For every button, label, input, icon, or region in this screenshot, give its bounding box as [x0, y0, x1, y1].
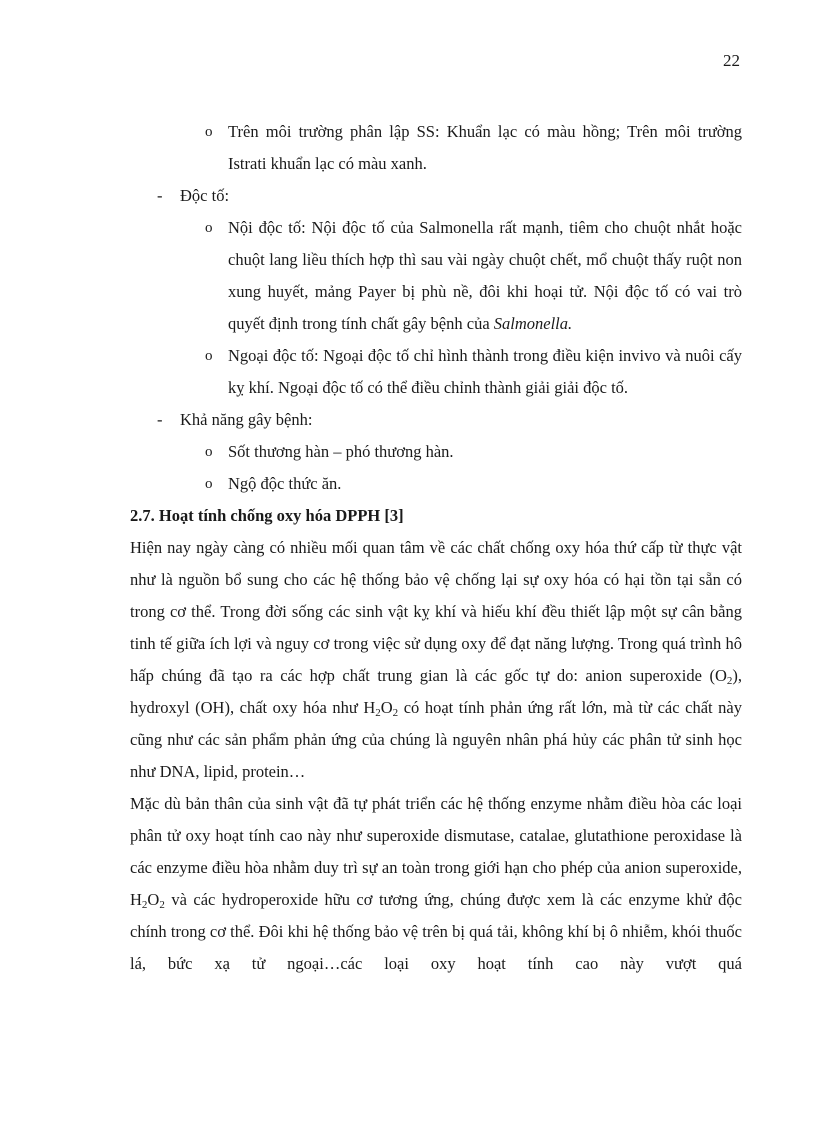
bullet-text: Ngộ độc thức ăn.: [228, 474, 342, 493]
circle-bullet-icon: o: [205, 444, 213, 460]
bullet-text: Ngoại độc tố: Ngoại độc tố chỉ hình thành trong điều kiện invivo và nuôi cấy kỵ khí. Ngoại độc tố có thể điều chỉnh thành giải giải độc tố.: [228, 346, 742, 397]
bullet-item-food-poisoning: [130, 468, 742, 500]
bullet-item-typhoid: [130, 436, 742, 468]
bullet-text: Trên môi trường phân lập SS: Khuẩn lạc có màu hồng; Trên môi trường Istrati khuẩn lạc có màu xanh.: [228, 122, 742, 173]
circle-bullet-icon: o: [205, 348, 213, 364]
document-body: [130, 116, 742, 980]
dash-bullet-icon: -: [157, 186, 163, 205]
dash-bullet-icon: -: [157, 410, 163, 429]
circle-bullet-icon: o: [205, 220, 213, 236]
bullet-item-exotoxin: [130, 340, 742, 404]
section-heading: 2.7. Hoạt tính chống oxy hóa DPPH [3]: [130, 506, 404, 525]
dash-item-toxin: [130, 180, 742, 212]
bullet-text: Sốt thương hàn – phó thương hàn.: [228, 442, 454, 461]
italic-species-name: Salmonella.: [493, 314, 573, 333]
circle-bullet-icon: o: [205, 124, 213, 140]
paragraph-enzyme-defense: Mặc dù bản thân của sinh vật đã tự phát triển các hệ thống enzyme nhằm điều hòa các loại phân tử oxy hoạt tính cao này như superoxide dismutase, catalae, glutathione peroxidase là các enzyme điều hòa nhằm duy trì sự an toàn trong giới hạn cho phép của anion superoxide, $H_2O_2$ và các hydroperoxide hữu cơ tương ứng, chúng được xem là các enzyme khử độc chính trong cơ thể. Đôi khi hệ thống bảo vệ trên bị quá tải, không khí bị ô nhiễm, khói thuốc lá, bức xạ tử ngoại…các loại oxy hoạt tính cao này vượt quá: [130, 794, 742, 973]
page-number: 22: [723, 51, 740, 70]
bullet-item-endotoxin: [130, 212, 742, 340]
dash-text: Khả năng gây bệnh:: [180, 410, 313, 429]
bullet-text: Nội độc tố: Nội độc tố của Salmonella rất mạnh, tiêm cho chuột nhắt hoặc chuột lang liều thích hợp thì sau vài ngày chuột chết, mổ chuột thấy ruột non xung huyết, mảng Payer bị phù nề, đôi khi hoại tử. Nội độc tố có vai trò quyết định trong tính chất gây bệnh của: [228, 218, 742, 333]
bullet-item-ss-medium: [130, 116, 742, 180]
dash-text: Độc tố:: [180, 186, 230, 205]
circle-bullet-icon: o: [205, 476, 213, 492]
dash-item-pathogenicity: [130, 404, 742, 436]
paragraph-antioxidant-intro: Hiện nay ngày càng có nhiều mối quan tâm về các chất chống oxy hóa thứ cấp từ thực vật như là nguồn bổ sung cho các hệ thống bảo vệ chống lại sự oxy hóa có hại tồn tại sẵn có trong cơ thể. Trong đời sống các sinh vật kỵ khí và hiếu khí đều thiết lập một sự cân bằng tinh tế giữa ích lợi và nguy cơ trong việc sử dụng oxy để đạt năng lượng. Trong quá trình hô hấp chúng đã tạo ra các hợp chất trung gian là các gốc tự do: anion superoxide $(O_2)$, hydroxyl (OH), chất oxy hóa như $H_2O_2$ có hoạt tính phản ứng rất lớn, mà từ các chất này cũng như các sản phẩm phản ứng của chúng là nguyên nhân phá hủy các phân tử sinh học như DNA, lipid, protein…: [130, 538, 742, 781]
